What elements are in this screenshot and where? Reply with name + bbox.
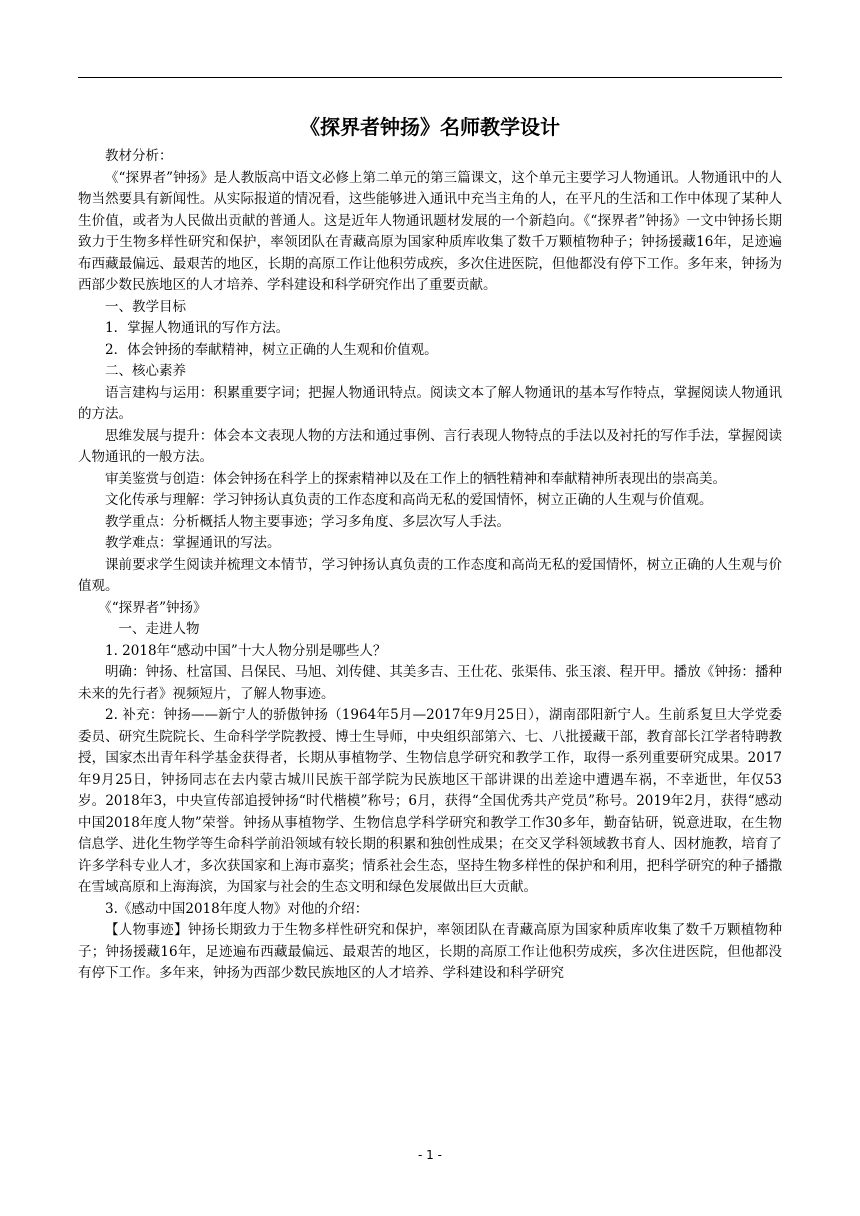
paragraph: 课前要求学生阅读并梳理文本情节，学习钟扬认真负责的工作态度和高尚无私的爱国情怀，树立正确的人生观与价值观。 [78, 556, 782, 594]
page-number: - 1 - [418, 1148, 442, 1162]
section-heading: 一、教学目标 [105, 298, 186, 315]
paragraph: 文化传承与理解：学习钟扬认真负责的工作态度和高尚无私的爱国情怀，树立正确的人生观与价值观。 [105, 492, 713, 508]
paragraph: 审美鉴赏与创造：体会钟扬在科学上的探索精神以及在工作上的牺牲精神和奉献精神所表现出的崇高美。 [105, 470, 726, 487]
paragraph: 【人物事迹】钟扬长期致力于生物多样性研究和保护，率领团队在青藏高原为国家种质库收集了数千万颗植物种子；钟扬援藏16年，足迹遍布西藏最偏远、最艰苦的地区，长期的高原工作让他积劳成疾，多次住进医院，但他都没有停下工作。多年来，钟扬为西部少数民族地区的人才培养、学科建设和科学研究 [78, 922, 782, 981]
paragraph: 教材分析： [105, 148, 173, 164]
question: 1. 2018年“感动中国”十大人物分别是哪些人？ [105, 642, 387, 659]
paragraph: 语言建构与运用：积累重要字词；把握人物通讯特点。阅读文本了解人物通讯的基本写作特点，掌握阅读人物通讯的方法。 [78, 384, 782, 422]
paragraph: 明确：钟扬、杜富国、吕保民、马旭、刘传健、其美多吉、王仕花、张渠伟、张玉滚、程开甲。播放《钟扬：播种未来的先行者》视频短片，了解人物事迹。 [78, 664, 782, 702]
header-rule [78, 77, 782, 78]
document-body [78, 146, 782, 985]
paragraph: 《“探界者”钟扬》是人教版高中语文必修上第二单元的第三篇课文，这个单元主要学习人物通讯。人物通讯中的人物当然要具有新闻性。从实际报道的情况看，这些能够进入通讯中充当主角的人，在平凡的生活和工作中体现了某种人生价值，或者为人民做出贡献的普通人。这是近年人物通讯题材发展的一个新趋向。《“探界者”钟扬》一文中钟扬长期致力于生物多样性研究和保护，率领团队在青藏高原为国家种质库收集了数千万颗植物种子；钟扬援藏16年，足迹遍布西藏最偏远、最艰苦的地区，长期的高原工作让他积劳成疾，多次住进医院，但他都没有停下工作。多年来，钟扬为西部少数民族地区的人才培养、学科建设和科学研究作出了重要贡献。 [78, 169, 782, 293]
list-item: 2．体会钟扬的奉献精神，树立正确的人生观和价值观。 [105, 341, 438, 358]
paragraph: 教学难点：掌握通讯的写法。 [105, 535, 281, 551]
list-item: 1．掌握人物通讯的写作方法。 [105, 320, 290, 336]
paragraph: 思维发展与提升：体会本文表现人物的方法和通过事例、言行表现人物特点的手法以及衬托的写作手法，掌握阅读人物通讯的一般方法。 [78, 427, 782, 465]
paragraph: 教学重点：分析概括人物主要事迹；学习多角度、多层次写人手法。 [105, 513, 510, 530]
paragraph: 3.《感动中国2018年度人物》对他的介绍： [105, 900, 369, 917]
lesson-title: 《“探界者”钟扬》 [98, 599, 207, 616]
page-title: 《探界者钟扬》名师教学设计 [300, 115, 560, 139]
section-heading: 二、核心素养 [105, 363, 186, 379]
paragraph: 2. 补充：钟扬——新宁人的骄傲钟扬（1964年5月—2017年9月25日），湖南邵阳新宁人。生前系复旦大学党委委员、研究生院院长、生命科学学院教授、博士生导师，中央组织部第六、七、八批援藏干部，教育部长江学者特聘教授，国家杰出青年科学基金获得者，长期从事植物学、生物信息学研究和教学工作，取得一系列重要研究成果。2017年9月25日，钟扬同志在去内蒙古城川民族干部学院为民族地区干部讲课的出差途中遭遇车祸，不幸逝世，年仅53岁。2018年3，中央宣传部追授钟扬“时代楷模”称号；6月，获得“全国优秀共产党员”称号。2019年2月，获得“感动中国2018年度人物”荣誉。钟扬从事植物学、生物信息学科学研究和教学工作30多年，勤奋钻研，锐意进取，在生物信息学、进化生物学等生命科学前沿领域有较长期的积累和独创性成果；在交叉学科领域教书育人、因材施教，培育了许多学科专业人才，多次获国家和上海市嘉奖；情系社会生态，坚持生物多样性的保护和利用，把科学研究的种子播撒在雪域高原和上海海滨，为国家与社会的生态文明和绿色发展做出巨大贡献。 [78, 707, 782, 895]
section-heading: 一、走进人物 [118, 621, 200, 637]
